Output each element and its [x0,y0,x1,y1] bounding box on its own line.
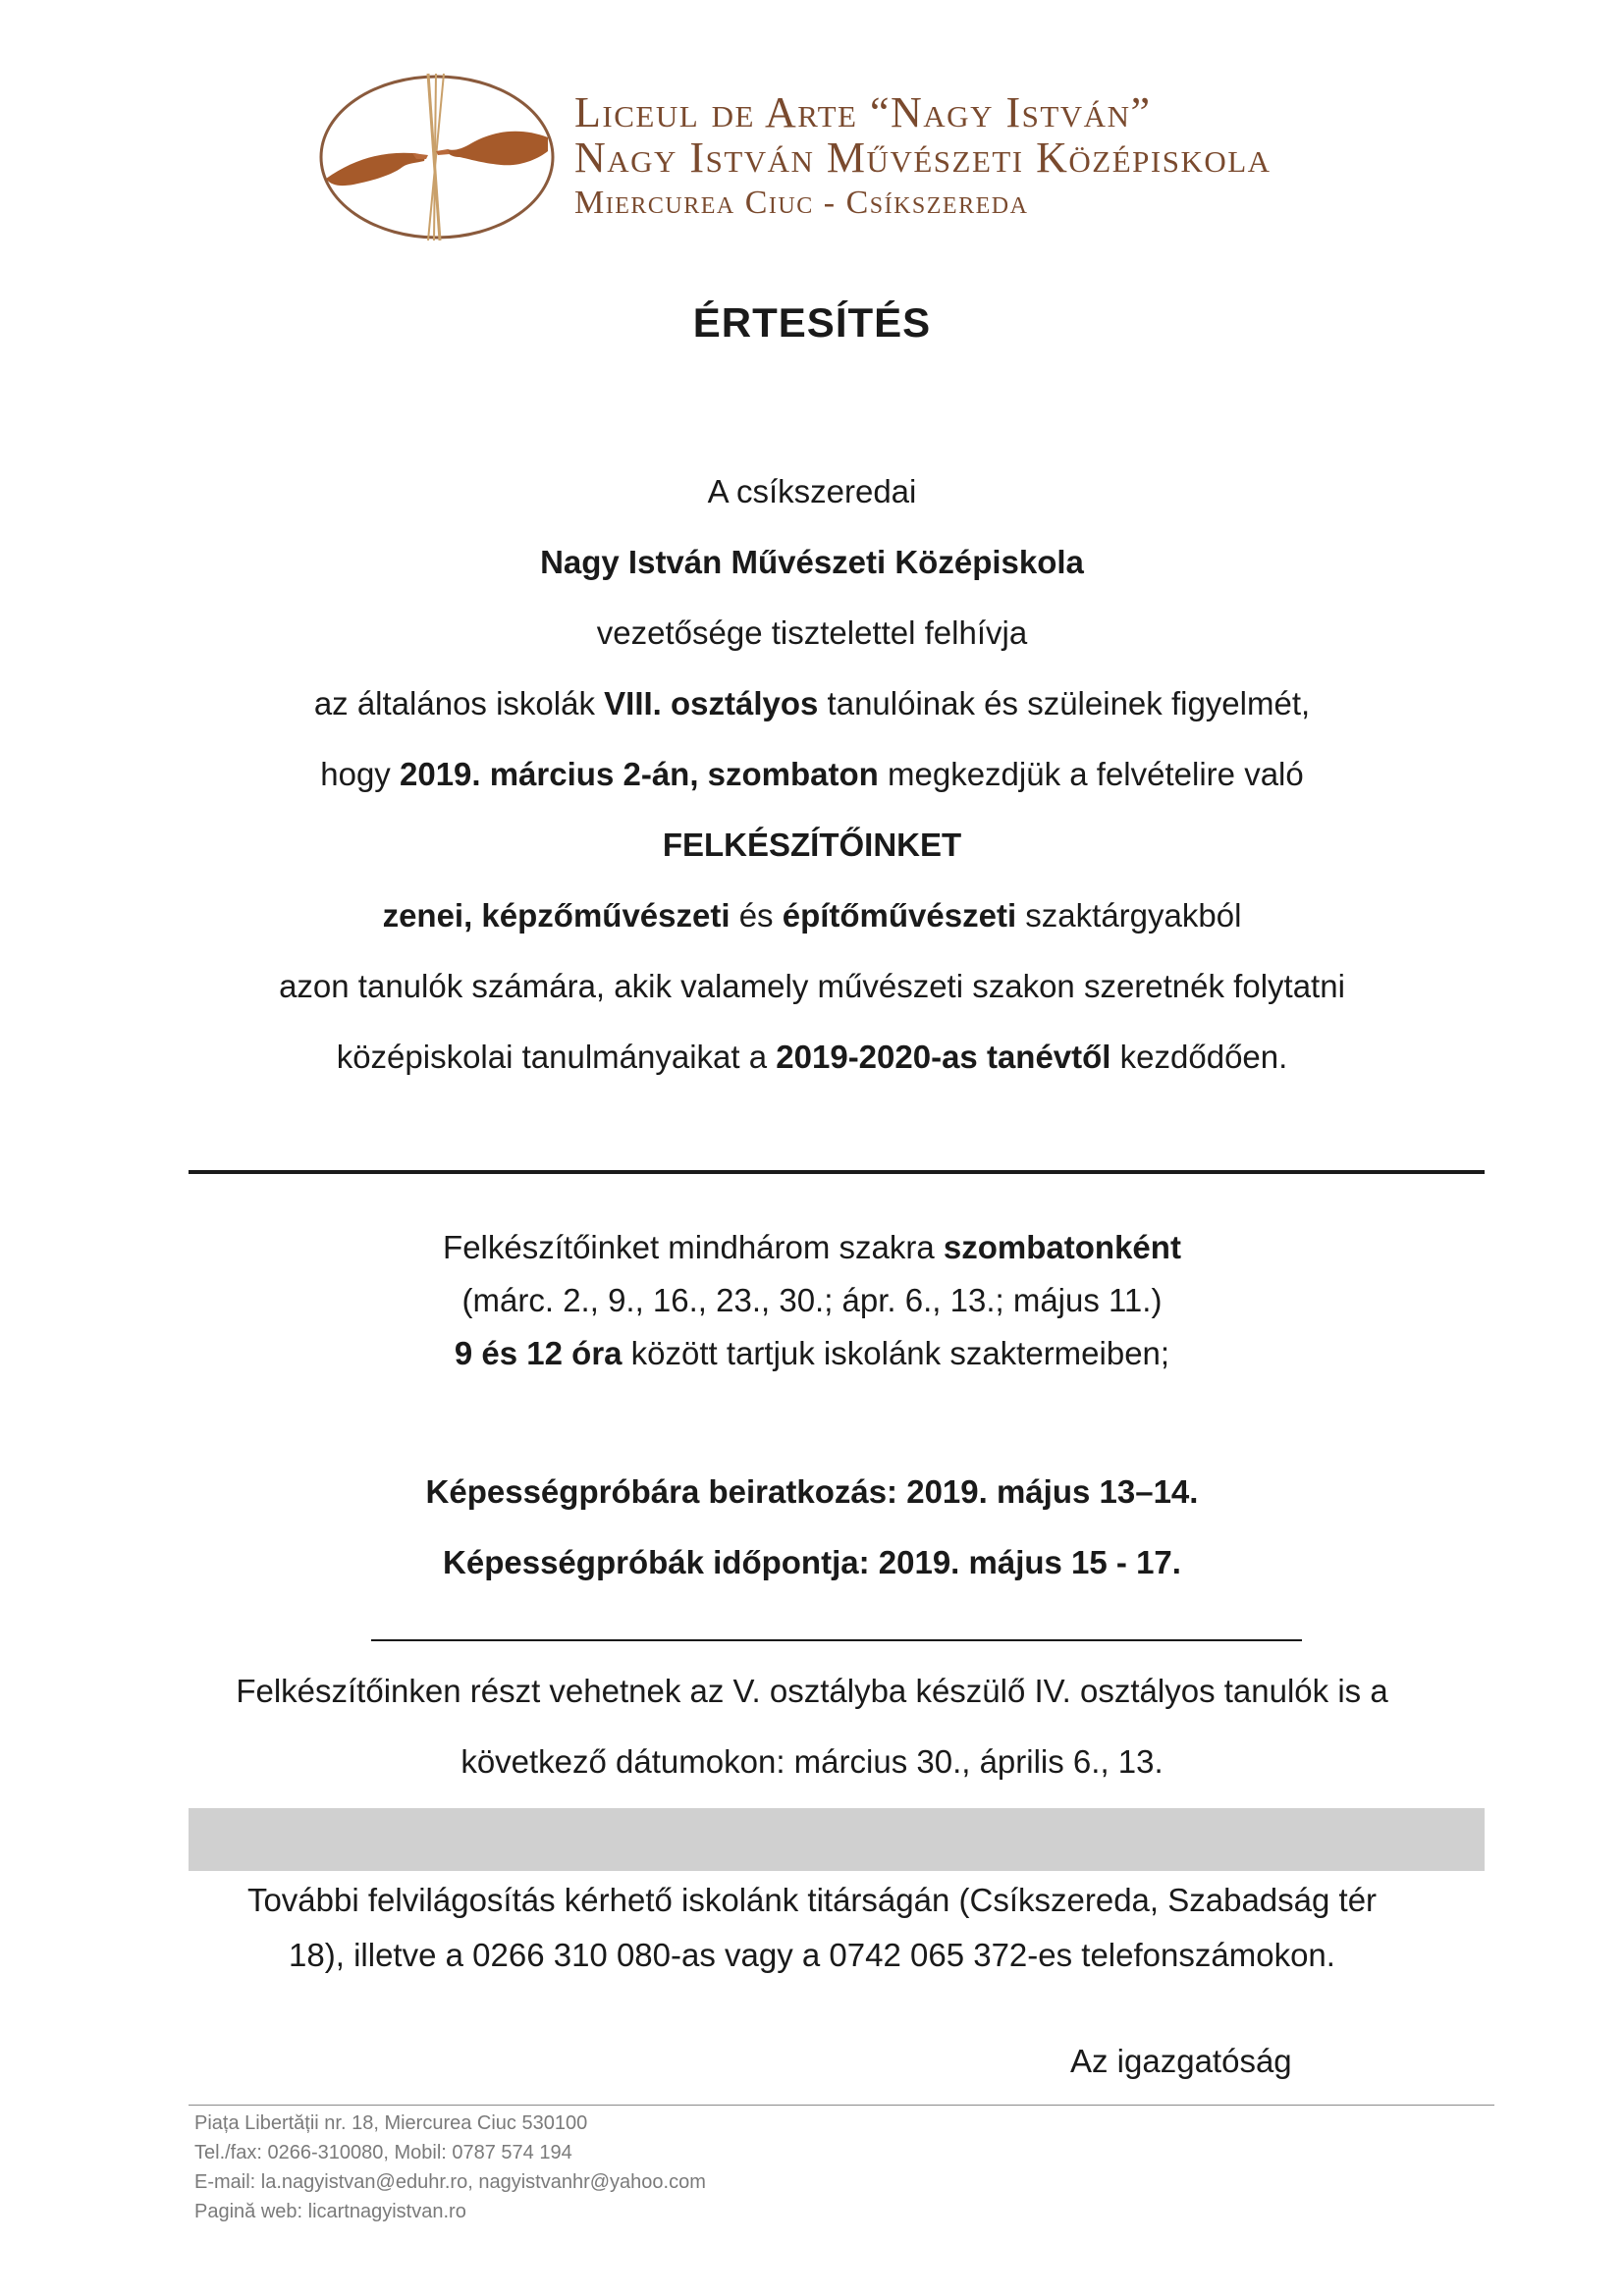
fourth-grade-note [147,1656,1477,1797]
school-name-romanian: Liceul de Arte “Nagy István” [574,88,1152,136]
intro-line-9 [147,1022,1477,1093]
footer-website: Pagină web: licartnagyistvan.ro [194,2201,466,2222]
info-line-1: További felvilágosítás kérhető iskolánk titárságán (Csíkszereda, Szabadság tér [246,1882,1378,1918]
intro-line-9-text-a: középiskolai tanulmányaikat a [336,1039,777,1075]
creation-of-adam-hands-icon [314,69,560,245]
intro-line-8: azon tanulók számára, akik valamely művészeti szakon szeretnék folytatni [279,968,1345,1004]
intro-line-1: A csíkszeredai [707,473,917,509]
school-name-hungarian: Nagy István Művészeti Középiskola [574,133,1272,182]
intro-line-3: vezetősége tisztelettel felhívja [596,614,1028,651]
enrollment-date: Képességpróbára beiratkozás: 2019. május 13–14. [425,1473,1199,1510]
schedule-line-3 [147,1327,1477,1380]
gray-separator-band [189,1808,1485,1871]
start-date-highlight: 2019. március 2-án, szombaton [399,756,879,792]
page-title: ÉRTESÍTÉS [692,299,932,346]
hours-highlight: 9 és 12 óra [454,1335,623,1371]
footer-phone: Tel./fax: 0266-310080, Mobil: 0787 574 194 [194,2142,572,2163]
school-name-bold: Nagy István Művészeti Középiskola [540,544,1084,580]
subjects-highlight-2: építőművészeti [782,897,1017,934]
schedule-line-1 [147,1221,1477,1274]
intro-line-6 [147,810,1477,881]
intro-line-7 [147,881,1477,951]
letterhead [314,69,1394,245]
subjects-highlight-1: zenei, képzőművészeti [382,897,731,934]
intro-line-5-text-c: megkezdjük a felvételire való [878,756,1304,792]
info-line-2: 18), illetve a 0266 310 080-as vagy a 0742 065 372-es telefonszámokon. [289,1937,1335,1973]
schedule-block [147,1221,1477,1380]
grade-highlight: VIII. osztályos [604,685,819,721]
footer [194,2109,706,2226]
intro-line-5 [147,739,1477,810]
school-city: Miercurea Ciuc - Csíkszereda [574,185,1029,221]
schedule-line-1-text: Felkészítőinket mindhárom szakra [443,1229,944,1265]
announcement-body [147,456,1477,1093]
footer-email: E-mail: la.nagyistvan@eduhr.ro, nagyistvanhr@yahoo.com [194,2171,706,2193]
intro-line-4 [147,668,1477,739]
section-divider-thick [189,1170,1485,1174]
intro-line-5-text-a: hogy [320,756,400,792]
key-dates-block [147,1457,1477,1598]
intro-line-4-text-a: az általános iskolák [313,685,605,721]
school-year-highlight: 2019-2020-as tanévtől [776,1039,1111,1075]
signature: Az igazgatóság [1070,2043,1292,2079]
exam-date: Képességpróbák időpontja: 2019. május 15 - 17. [443,1544,1181,1580]
intro-line-2 [147,527,1477,598]
fourth-grade-line-1: Felkészítőinken részt vehetnek az V. osztályba készülő IV. osztályos tanulók is a [236,1673,1388,1709]
footer-divider [189,2105,1494,2106]
preparation-heading: FELKÉSZÍTŐINKET [662,827,962,863]
contact-info-paragraph [147,1873,1477,1983]
intro-line-9-text-c: kezdődően. [1110,1039,1288,1075]
saturdays-highlight: szombatonként [943,1229,1181,1265]
section-divider-thin [371,1639,1302,1641]
intro-line-7-text-b: és [730,897,783,934]
schedule-line-3-text: között tartjuk iskolánk szaktermeiben; [622,1335,1170,1371]
schedule-line-2: (márc. 2., 9., 16., 23., 30.; ápr. 6., 13.; május 11.) [461,1282,1163,1318]
fourth-grade-line-2: következő dátumokon: március 30., április 6., 13. [460,1743,1164,1780]
intro-line-7-text-d: szaktárgyakból [1016,897,1242,934]
school-name-block [574,90,1272,226]
footer-address: Piața Libertății nr. 18, Miercurea Ciuc 530100 [194,2112,588,2134]
intro-line-4-text-c: tanulóinak és szüleinek figyelmét, [818,685,1311,721]
